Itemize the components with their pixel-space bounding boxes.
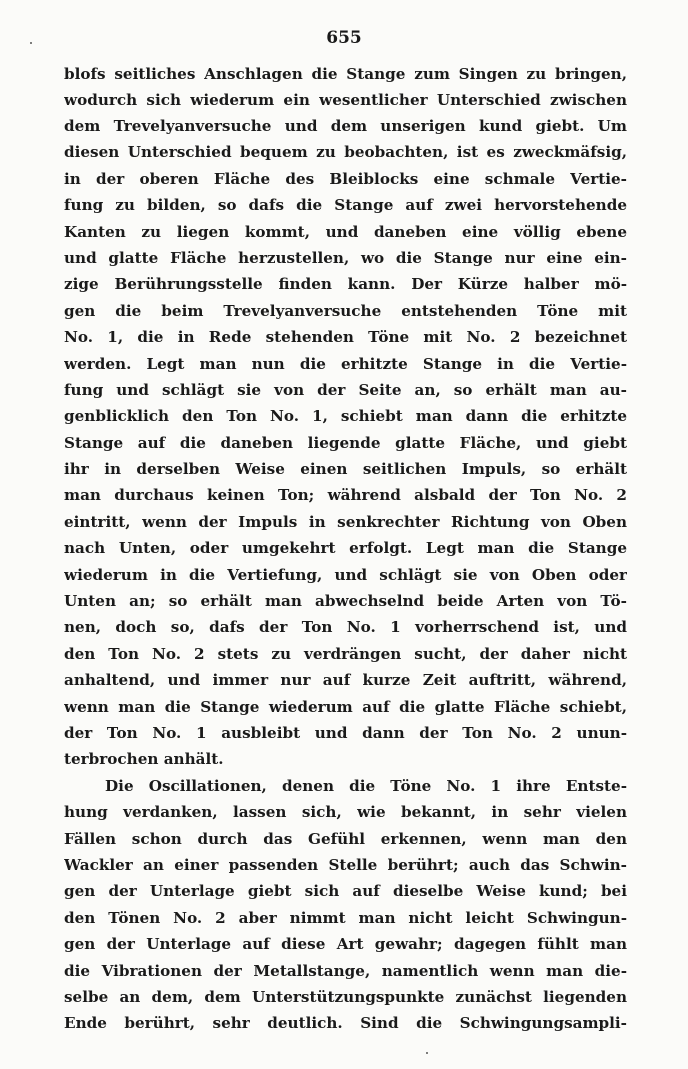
text-line: Unten an; so erhält man abwechselnd beide Arten von Tö- <box>64 592 627 610</box>
print-speck <box>30 42 32 44</box>
text-line: nach Unten, oder umgekehrt erfolgt. Legt man die Stange <box>64 539 627 557</box>
text-line: wenn man die Stange wiederum auf die glatte Fläche schiebt, <box>64 698 627 716</box>
text-line: terbrochen anhält. <box>64 750 224 768</box>
print-speck <box>426 1052 428 1054</box>
text-line: zige Berührungsstelle finden kann. Der Kürze halber mö- <box>64 275 627 293</box>
text-line: anhaltend, und immer nur auf kurze Zeit auftritt, während, <box>64 671 627 689</box>
text-line: der Ton No. 1 ausbleibt und dann der Ton No. 2 unun- <box>64 724 627 742</box>
text-line: blofs seitliches Anschlagen die Stange zum Singen zu bringen, <box>64 65 627 83</box>
text-line: fung und schlägt sie von der Seite an, so erhält man au- <box>64 381 627 399</box>
text-line: Stange auf die daneben liegende glatte Fläche, und giebt <box>64 434 627 452</box>
text-line: Wackler an einer passenden Stelle berührt; auch das Schwin- <box>64 856 627 874</box>
page-number: 655 <box>326 28 362 48</box>
text-line: genblicklich den Ton No. 1, schiebt man dann die erhitzte <box>64 407 627 425</box>
text-line: Fällen schon durch das Gefühl erkennen, wenn man den <box>64 830 627 848</box>
text-line: hung verdanken, lassen sich, wie bekannt, in sehr vielen <box>64 803 627 821</box>
text-line: Kanten zu liegen kommt, und daneben eine völlig ebene <box>64 223 627 241</box>
text-line: diesen Unterschied bequem zu beobachten, ist es zweckmäfsig, <box>64 143 627 161</box>
text-line: ihr in derselben Weise einen seitlichen Impuls, so erhält <box>64 460 627 478</box>
text-line: gen die beim Trevelyanversuche entstehenden Töne mit <box>64 302 627 320</box>
text-line: man durchaus keinen Ton; während alsbald der Ton No. 2 <box>64 486 627 504</box>
text-line: den Ton No. 2 stets zu verdrängen sucht, der daher nicht <box>64 645 627 663</box>
text-line: selbe an dem, dem Unterstützungspunkte zunächst liegenden <box>64 988 627 1006</box>
text-line: eintritt, wenn der Impuls in senkrechter Richtung von Oben <box>64 513 627 531</box>
text-line: in der oberen Fläche des Bleiblocks eine schmale Vertie- <box>64 170 627 188</box>
text-line: nen, doch so, dafs der Ton No. 1 vorherrschend ist, und <box>64 618 627 636</box>
text-line: wodurch sich wiederum ein wesentlicher Unterschied zwischen <box>64 91 627 109</box>
text-line: gen der Unterlage giebt sich auf dieselbe Weise kund; bei <box>64 882 627 900</box>
text-line: Ende berührt, sehr deutlich. Sind die Schwingungsampli- <box>64 1014 627 1032</box>
text-line: werden. Legt man nun die erhitzte Stange in die Vertie- <box>64 355 627 373</box>
text-line: wiederum in die Vertiefung, und schlägt sie von Oben oder <box>64 566 627 584</box>
text-line: die Vibrationen der Metallstange, namentlich wenn man die- <box>64 962 627 980</box>
text-line: den Tönen No. 2 aber nimmt man nicht leicht Schwingun- <box>64 909 627 927</box>
text-line: gen der Unterlage auf diese Art gewahr; dagegen fühlt man <box>64 935 627 953</box>
text-line: Die Oscillationen, denen die Töne No. 1 ihre Entste- <box>105 777 627 795</box>
text-line: No. 1, die in Rede stehenden Töne mit No. 2 bezeichnet <box>64 328 627 346</box>
text-line: und glatte Fläche herzustellen, wo die Stange nur eine ein- <box>64 249 627 267</box>
text-line: dem Trevelyanversuche und dem unserigen kund giebt. Um <box>64 117 627 135</box>
text-line: fung zu bilden, so dafs die Stange auf zwei hervorstehende <box>64 196 627 214</box>
